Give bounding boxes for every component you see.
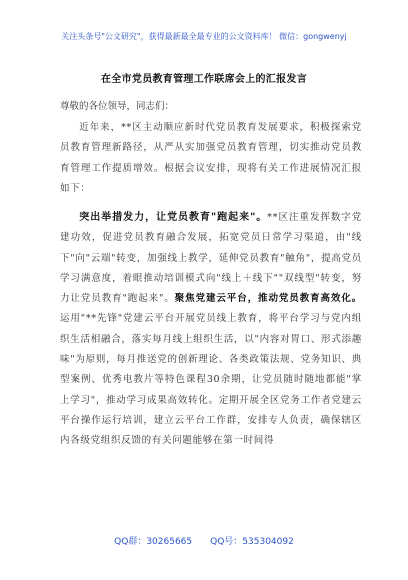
footer-contact-note: QQ群：30265665 QQ号：535304092 [114,537,294,547]
section-heading: 突出举措发力，让党员教育"跑起来"。 [79,212,268,223]
subsection-heading: 聚焦党建云平台，推动党员教育高效化。 [174,293,362,305]
header-promo-note: 关注头条号"公文研究"，获得最新最全最专业的公文资料库！ 微信：gongwenyj [61,32,347,41]
paragraph-measures-rest: 运用"**先锋"党建云平台开展党员线上教育，将平台学习与党内组织生活相融合，落实每月线上组织生活，以"内容对胃口、形式添趣味"为原则，每月推送党的创新理论、各类政策法规、党务知识、典型案例、优秀电教片等特色课程30余期，让党员随时随地都能"掌上学习"，推动学习成果高效转化。定期开展全区党务工作者党建云平台操作运行培训，建立云平台工作群，安排专人负责，确保辖区内各级党组织反馈的有关问题能够在第一时间得 [60,313,362,447]
paragraph-intro [60,118,362,199]
salutation: 尊敬的各位领导，同志们： [60,101,175,112]
document-title: 在全市党员教育管理工作联席会上的汇报发言 [101,74,307,85]
paragraph-measures-text: **区注重发挥数字党建功效，促进党员教育融合发展，拓宽党员日常学习渠道，由"线下"向"云端"转变，加强线上教学，延伸党员教育"触角"，提高党员学习满意度，着眼推动培训模式向"线上＋线下""双线型"转变，努力让党员教育"跑起来"。 [60,212,362,305]
paragraph-intro-text: 近年来，**区主动顺应新时代党员教育发展要求，积极探索党员教育管理新路径，从严从实加强党员教育管理，切实推动党员教育管理工作提质增效。根据会议安排，现将有关工作进展情况汇报如下： [60,122,362,194]
paragraph-measures [60,208,362,452]
